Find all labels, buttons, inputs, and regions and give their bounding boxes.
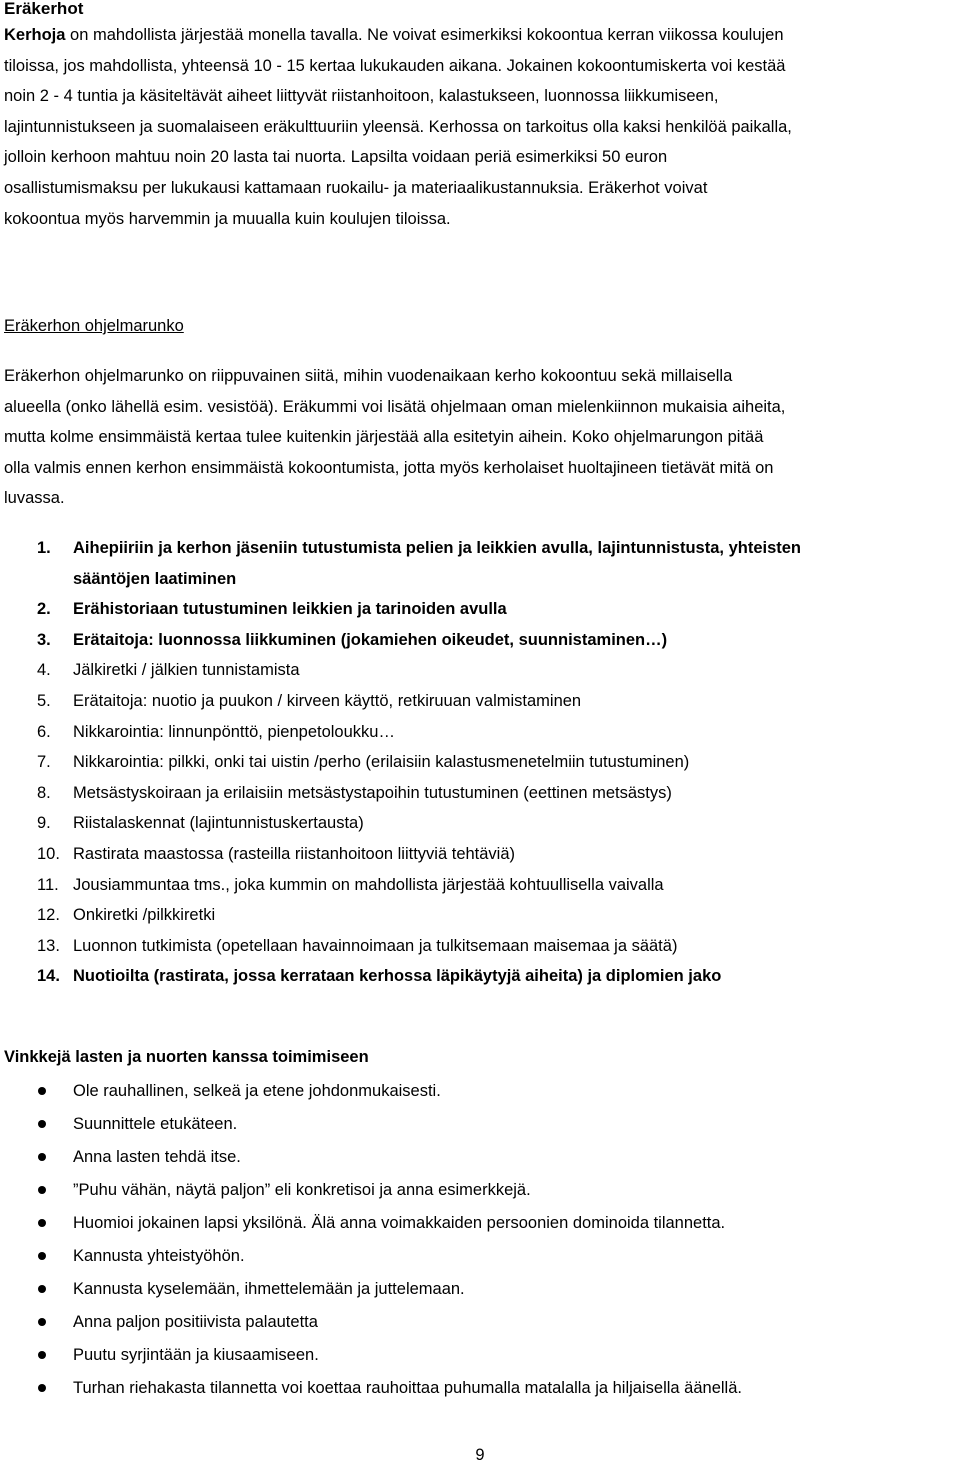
program-heading: Eräkerhon ohjelmarunko — [4, 317, 184, 335]
program-line: alueella (onko lähellä esim. vesistöä). Eräkummi voi lisätä ohjelmaan oman mielenkiinnon mukaisia aiheita, — [4, 397, 786, 416]
list-item: 12. Onkiretki /pilkkiretki — [37, 906, 216, 925]
intro-line: kokoontua myös harvemmin ja muualla kuin koulujen tiloissa. — [4, 209, 451, 228]
list-item: 5. Erätaitoja: nuotio ja puukon / kirveen käyttö, retkiruuan valmistaminen — [37, 691, 582, 710]
tip-item: Turhan riehakasta tilannetta voi koettaa rauhoittaa puhumalla matalalla ja hiljaisella äänellä. — [4, 1372, 742, 1405]
program-line: olla valmis ennen kerhon ensimmäistä kokoontumista, jotta myös kerholaiset huoltajineen tietävät mitä on — [4, 458, 774, 477]
list-item: 2. Erähistoriaan tutustuminen leikkien ja tarinoiden avulla — [37, 600, 507, 619]
list-item: 9. Riistalaskennat (lajintunnistuskertausta) — [37, 814, 364, 833]
bullet-icon — [38, 1087, 46, 1095]
tips-heading: Vinkkejä lasten ja nuorten kanssa toimimiseen — [4, 1048, 369, 1066]
list-item: 7. Nikkarointia: pilkki, onki tai uistin /perho (erilaisiin kalastusmenetelmiin tutustuminen) — [37, 753, 690, 772]
tip-item: Anna lasten tehdä itse. — [4, 1141, 742, 1174]
list-item: 11. Jousiammuntaa tms., joka kummin on mahdollista järjestää kohtuullisella vaivalla — [37, 875, 664, 894]
program-paragraph — [4, 361, 785, 514]
tips-list — [4, 1075, 742, 1405]
bullet-icon — [38, 1384, 46, 1392]
list-item: 14. Nuotioilta (rastirata, jossa kerrataan kerhossa läpikäytyjä aiheita) ja diplomien jako — [37, 967, 722, 986]
list-item: 3. Erätaitoja: luonnossa liikkuminen (jokamiehen oikeudet, suunnistaminen…) — [37, 630, 668, 649]
tip-item: Suunnittele etukäteen. — [4, 1108, 742, 1141]
section-title: Eräkerhot — [4, 0, 84, 18]
program-list — [4, 533, 801, 992]
tip-item: Anna paljon positiivista palautetta — [4, 1306, 742, 1339]
tip-item: Huomioi jokainen lapsi yksilönä. Älä anna voimakkaiden persoonien dominoida tilannetta. — [4, 1207, 742, 1240]
tip-item: Kannusta yhteistyöhön. — [4, 1240, 742, 1273]
list-item-continuation: sääntöjen laatiminen — [73, 569, 237, 588]
list-item: 13. Luonnon tutkimista (opetellaan havainnoimaan ja tulkitsemaan maisemaa ja säätä) — [37, 936, 678, 955]
page-number: 9 — [475, 1446, 485, 1464]
intro-lead: Kerhoja — [4, 26, 66, 44]
intro-line: noin 2 - 4 tuntia ja käsiteltävät aiheet liittyvät riistanhoitoon, kalastukseen, luonnossa liikkumiseen, — [4, 87, 719, 106]
intro-line: jolloin kerhoon mahtuu noin 20 lasta tai nuorta. Lapsilta voidaan periä esimerkiksi 50 euron — [4, 148, 668, 167]
program-line: mutta kolme ensimmäistä kertaa tulee kuitenkin järjestää alla esitetyin aihein. Koko ohjelmarungon pitää — [4, 428, 764, 447]
intro-line: Kerhoja on mahdollista järjestää monella tavalla. Ne voivat esimerkiksi kokoontua kerran viikossa koulujen — [4, 26, 784, 44]
bullet-icon — [38, 1186, 46, 1194]
program-line: luvassa. — [4, 489, 65, 508]
list-item: 6. Nikkarointia: linnunpönttö, pienpetoloukku… — [37, 722, 395, 741]
document-page — [4, 0, 956, 1464]
bullet-icon — [38, 1153, 46, 1161]
tip-item: ”Puhu vähän, näytä paljon” eli konkretisoi ja anna esimerkkejä. — [4, 1174, 742, 1207]
bullet-icon — [38, 1351, 46, 1359]
program-line: Eräkerhon ohjelmarunko on riippuvainen siitä, mihin vuodenaikaan kerho kokoontuu sekä millaisella — [4, 367, 733, 385]
bullet-icon — [38, 1318, 46, 1326]
list-item: 1. Aihepiiriin ja kerhon jäseniin tutustumista pelien ja leikkien avulla, lajintunnistusta, yhteisten — [37, 539, 802, 557]
intro-line: lajintunnistukseen ja suomalaiseen eräkulttuuriin yleensä. Kerhossa on tarkoitus olla kaksi henkilöä paikalla, — [4, 117, 792, 136]
intro-line: osallistumismaksu per lukukausi kattamaan ruokailu- ja materiaalikustannuksia. Eräkerhot voivat — [4, 178, 708, 197]
list-item: 8. Metsästyskoiraan ja erilaisiin metsästystapoihin tutustuminen (eettinen metsästys) — [37, 783, 672, 802]
intro-line: tiloissa, jos mahdollista, yhteensä 10 - 15 kertaa lukukauden aikana. Jokainen kokoontumiskerta voi kestää — [4, 56, 786, 75]
bullet-icon — [38, 1252, 46, 1260]
bullet-icon — [38, 1285, 46, 1293]
bullet-icon — [38, 1120, 46, 1128]
tip-item: Ole rauhallinen, selkeä ja etene johdonmukaisesti. — [4, 1075, 742, 1108]
tip-item: Puutu syrjintään ja kiusaamiseen. — [4, 1339, 742, 1372]
list-item: 4. Jälkiretki / jälkien tunnistamista — [37, 661, 300, 680]
list-item: 10. Rastirata maastossa (rasteilla riistanhoitoon liittyviä tehtäviä) — [37, 844, 516, 863]
bullet-icon — [38, 1219, 46, 1227]
tip-item: Kannusta kyselemään, ihmettelemään ja juttelemaan. — [4, 1273, 742, 1306]
intro-paragraph — [4, 20, 956, 234]
